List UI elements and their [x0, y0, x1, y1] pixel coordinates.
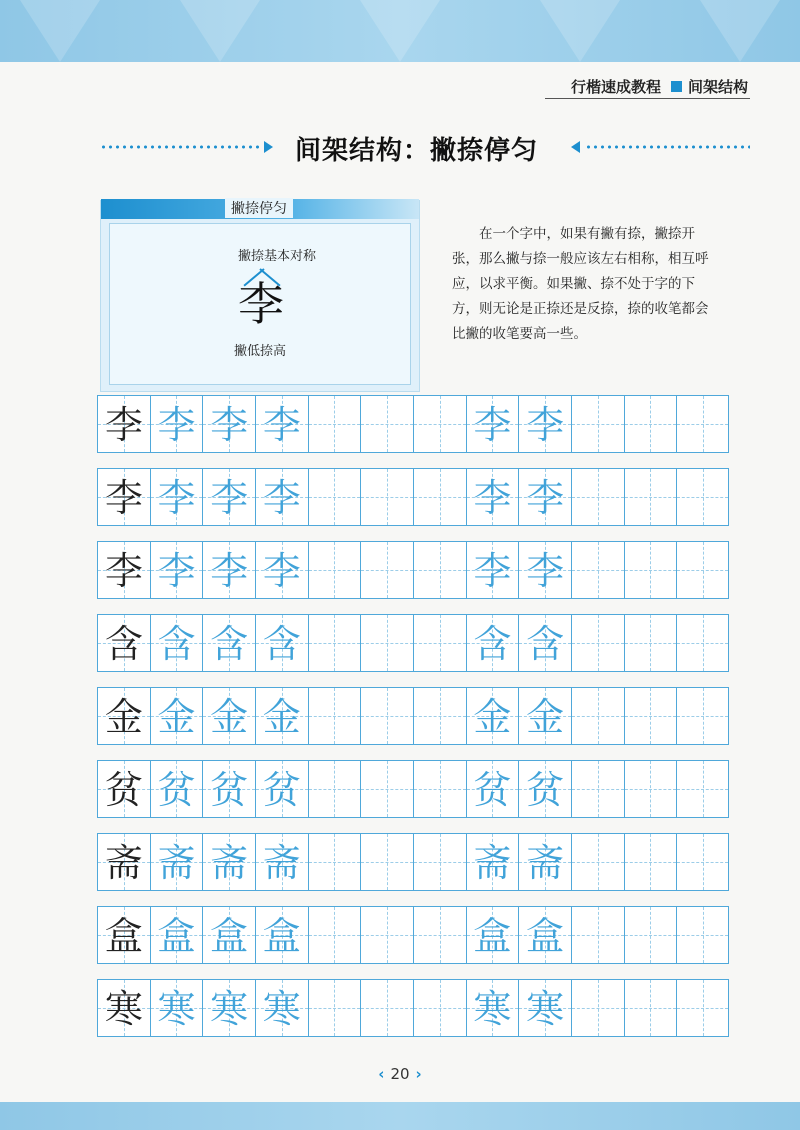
empty-practice-cell [413, 614, 466, 672]
tracing-character-cell [150, 541, 203, 599]
tracing-character-cell [150, 833, 203, 891]
practice-space [361, 980, 413, 1036]
page-header [571, 76, 748, 97]
practice-space [625, 980, 677, 1036]
empty-practice-cell [624, 468, 677, 526]
tracing-character-cell [466, 395, 519, 453]
tracing-character: 含 [157, 622, 196, 666]
empty-practice-cell [624, 760, 677, 818]
practice-space [572, 980, 624, 1036]
tracing-character: 李 [262, 403, 301, 447]
empty-practice-cell [308, 760, 361, 818]
tracing-character: 李 [157, 403, 196, 447]
bottom-decorative-band [0, 1102, 800, 1130]
tracing-character-cell [150, 687, 203, 745]
arrow-right-icon [264, 141, 273, 153]
tracing-character-cell [466, 687, 519, 745]
tracing-character: 李 [157, 549, 196, 593]
tracing-character: 斋 [473, 841, 512, 885]
practice-space [625, 469, 677, 525]
tracing-character-cell [255, 760, 308, 818]
page-number-value: 20 [390, 1065, 410, 1083]
tracing-character-cell [150, 614, 203, 672]
practice-space [361, 834, 413, 890]
practice-space [572, 615, 624, 671]
empty-practice-cell [308, 395, 361, 453]
empty-practice-cell [413, 760, 466, 818]
tracing-character-cell [466, 614, 519, 672]
tracing-character: 寒 [210, 987, 249, 1031]
empty-practice-cell [308, 906, 361, 964]
tracing-character: 金 [157, 695, 196, 739]
practice-space [677, 688, 728, 744]
example-tab-label: 撇捺停匀 [225, 198, 293, 218]
tracing-character-cell [150, 906, 203, 964]
practice-space [309, 542, 361, 598]
practice-row [97, 614, 729, 672]
tracing-character-cell [255, 906, 308, 964]
tracing-character-cell [255, 541, 308, 599]
tracing-character: 金 [210, 695, 249, 739]
tracing-character-cell [255, 468, 308, 526]
tracing-character: 含 [210, 622, 249, 666]
tracing-character: 斋 [157, 841, 196, 885]
empty-practice-cell [413, 468, 466, 526]
empty-practice-cell [571, 468, 624, 526]
practice-space [625, 834, 677, 890]
empty-practice-cell [308, 979, 361, 1037]
tracing-character: 贫 [210, 768, 249, 812]
tracing-character-cell [202, 687, 255, 745]
tracing-character: 李 [210, 403, 249, 447]
band-pattern [180, 0, 260, 62]
practice-space [414, 469, 466, 525]
tracing-character-cell [150, 760, 203, 818]
tracing-character-cell [518, 614, 571, 672]
empty-practice-cell [571, 979, 624, 1037]
empty-practice-cell [676, 833, 729, 891]
tracing-character: 金 [262, 695, 301, 739]
tracing-character: 金 [526, 695, 565, 739]
example-top-caption: 撇捺基本对称 [238, 249, 317, 264]
practice-space [677, 542, 728, 598]
practice-space [625, 688, 677, 744]
example-tab [101, 199, 419, 219]
practice-space [361, 396, 413, 452]
description-paragraph: 在一个字中，如果有撇有捺，撇捺开张，那么撇与捺一般应该左右相称，相互呼应，以求平衡。如果撇、捺不处于字的下方，则无论是正捺还是反捺，捺的收笔都会比撇的收笔要高一些。 [452, 226, 709, 342]
example-bottom-caption: 撇低捺高 [234, 344, 287, 359]
empty-practice-cell [308, 614, 361, 672]
practice-space [414, 396, 466, 452]
tracing-character-cell [202, 468, 255, 526]
tracing-character: 李 [157, 476, 196, 520]
model-character-cell [97, 687, 150, 745]
practice-space [309, 834, 361, 890]
model-character-cell [97, 614, 150, 672]
empty-practice-cell [571, 614, 624, 672]
practice-space [414, 980, 466, 1036]
header-divider [545, 98, 750, 99]
tracing-character-cell [255, 979, 308, 1037]
tracing-character: 李 [210, 476, 249, 520]
empty-practice-cell [571, 687, 624, 745]
practice-space [625, 615, 677, 671]
practice-space [572, 469, 624, 525]
empty-practice-cell [360, 687, 413, 745]
practice-space [414, 542, 466, 598]
practice-row [97, 687, 729, 745]
example-panel [100, 200, 420, 392]
empty-practice-cell [360, 833, 413, 891]
practice-row [97, 979, 729, 1037]
empty-practice-cell [360, 541, 413, 599]
empty-practice-cell [360, 468, 413, 526]
empty-practice-cell [624, 979, 677, 1037]
dotted-line-right [585, 145, 750, 149]
practice-space [361, 907, 413, 963]
dotted-line-left [100, 145, 260, 149]
empty-practice-cell [413, 906, 466, 964]
empty-practice-cell [413, 979, 466, 1037]
empty-practice-cell [676, 906, 729, 964]
tracing-character-cell [518, 833, 571, 891]
tracing-character: 寒 [262, 987, 301, 1031]
empty-practice-cell [360, 906, 413, 964]
practice-space [361, 469, 413, 525]
empty-practice-cell [624, 833, 677, 891]
empty-practice-cell [624, 906, 677, 964]
tracing-character-cell [518, 687, 571, 745]
tracing-character: 贫 [526, 768, 565, 812]
model-character-cell [97, 760, 150, 818]
practice-space [414, 761, 466, 817]
practice-space [677, 469, 728, 525]
empty-practice-cell [676, 614, 729, 672]
empty-practice-cell [413, 687, 466, 745]
empty-practice-cell [676, 760, 729, 818]
empty-practice-cell [571, 906, 624, 964]
tracing-character-cell [202, 906, 255, 964]
page-right-mark: › [415, 1065, 422, 1083]
tracing-character-cell [255, 395, 308, 453]
empty-practice-cell [360, 395, 413, 453]
tracing-character: 含 [262, 622, 301, 666]
tracing-character-cell [255, 833, 308, 891]
tracing-character-cell [466, 468, 519, 526]
model-character: 含 [104, 622, 143, 666]
model-character: 金 [104, 695, 143, 739]
practice-space [625, 542, 677, 598]
tracing-character: 李 [210, 549, 249, 593]
practice-space [309, 688, 361, 744]
empty-practice-cell [413, 395, 466, 453]
tracing-character: 李 [262, 476, 301, 520]
tracing-character-cell [466, 979, 519, 1037]
practice-space [572, 907, 624, 963]
tracing-character-cell [518, 468, 571, 526]
tracing-character: 寒 [526, 987, 565, 1031]
tracing-character: 贫 [157, 768, 196, 812]
band-pattern [360, 0, 440, 62]
tracing-character: 斋 [210, 841, 249, 885]
band-pattern [700, 0, 780, 62]
tracing-character: 含 [473, 622, 512, 666]
example-character: 李 [238, 277, 284, 331]
practice-row [97, 906, 729, 964]
arrow-left-icon [571, 141, 580, 153]
practice-space [361, 542, 413, 598]
practice-space [414, 907, 466, 963]
practice-space [677, 615, 728, 671]
tracing-character-cell [202, 614, 255, 672]
model-character: 盒 [104, 914, 143, 958]
model-character-cell [97, 906, 150, 964]
top-decorative-band [0, 0, 800, 62]
empty-practice-cell [360, 979, 413, 1037]
tracing-character: 李 [262, 549, 301, 593]
page-title: 间架结构：撇捺停匀 [295, 136, 539, 166]
empty-practice-cell [676, 979, 729, 1037]
model-character: 李 [104, 476, 143, 520]
tracing-character: 李 [526, 549, 565, 593]
practice-space [361, 688, 413, 744]
tracing-character: 金 [473, 695, 512, 739]
tracing-character-cell [518, 979, 571, 1037]
tracing-character-cell [255, 614, 308, 672]
practice-space [309, 615, 361, 671]
tracing-character: 李 [473, 403, 512, 447]
tracing-character-cell [202, 541, 255, 599]
tracing-character-cell [518, 760, 571, 818]
practice-space [361, 615, 413, 671]
practice-space [309, 761, 361, 817]
tracing-character: 斋 [262, 841, 301, 885]
tracing-character-cell [150, 979, 203, 1037]
practice-space [309, 907, 361, 963]
tracing-character-cell [202, 395, 255, 453]
model-character: 李 [104, 403, 143, 447]
empty-practice-cell [624, 687, 677, 745]
practice-row [97, 468, 729, 526]
tracing-character-cell [518, 541, 571, 599]
practice-space [625, 761, 677, 817]
practice-space [572, 761, 624, 817]
title-row [100, 126, 750, 168]
empty-practice-cell [308, 541, 361, 599]
practice-space [309, 980, 361, 1036]
model-character: 贫 [104, 768, 143, 812]
tracing-character: 贫 [262, 768, 301, 812]
model-character-cell [97, 468, 150, 526]
practice-space [572, 542, 624, 598]
practice-space [414, 834, 466, 890]
model-character-cell [97, 833, 150, 891]
empty-practice-cell [308, 468, 361, 526]
tracing-character-cell [202, 833, 255, 891]
empty-practice-cell [676, 541, 729, 599]
section-label: 间架结构 [687, 78, 748, 96]
band-pattern [540, 0, 620, 62]
square-bullet-icon [671, 81, 682, 92]
tracing-character-cell [202, 979, 255, 1037]
practice-grid [97, 395, 729, 1052]
model-character: 斋 [104, 841, 143, 885]
empty-practice-cell [360, 614, 413, 672]
empty-practice-cell [571, 760, 624, 818]
practice-space [677, 907, 728, 963]
practice-space [572, 834, 624, 890]
practice-row [97, 395, 729, 453]
tracing-character: 李 [473, 476, 512, 520]
practice-space [572, 396, 624, 452]
practice-space [414, 615, 466, 671]
tracing-character-cell [518, 906, 571, 964]
tracing-character: 含 [526, 622, 565, 666]
practice-space [625, 907, 677, 963]
tracing-character-cell [466, 760, 519, 818]
empty-practice-cell [413, 541, 466, 599]
practice-row [97, 833, 729, 891]
tracing-character-cell [466, 541, 519, 599]
empty-practice-cell [308, 687, 361, 745]
tracing-character: 寒 [157, 987, 196, 1031]
tracing-character: 贫 [473, 768, 512, 812]
tracing-character-cell [150, 395, 203, 453]
book-title: 行楷速成教程 [570, 78, 661, 96]
practice-space [677, 980, 728, 1036]
tracing-character-cell [150, 468, 203, 526]
empty-practice-cell [624, 614, 677, 672]
empty-practice-cell [676, 687, 729, 745]
tracing-character-cell [466, 833, 519, 891]
tracing-character: 李 [473, 549, 512, 593]
model-character: 寒 [104, 987, 143, 1031]
practice-space [309, 469, 361, 525]
practice-space [677, 834, 728, 890]
empty-practice-cell [676, 395, 729, 453]
practice-space [677, 396, 728, 452]
empty-practice-cell [624, 395, 677, 453]
empty-practice-cell [624, 541, 677, 599]
page-left-mark: ‹ [378, 1065, 385, 1083]
tracing-character: 寒 [473, 987, 512, 1031]
tracing-character-cell [255, 687, 308, 745]
tracing-character-cell [518, 395, 571, 453]
tracing-character: 盒 [157, 914, 196, 958]
tracing-character: 盒 [262, 914, 301, 958]
model-character: 李 [104, 549, 143, 593]
practice-row [97, 760, 729, 818]
model-character-cell [97, 395, 150, 453]
tracing-character: 李 [526, 476, 565, 520]
model-character-cell [97, 541, 150, 599]
practice-space [361, 761, 413, 817]
empty-practice-cell [571, 833, 624, 891]
practice-space [309, 396, 361, 452]
band-pattern [20, 0, 100, 62]
empty-practice-cell [676, 468, 729, 526]
tracing-character-cell [202, 760, 255, 818]
empty-practice-cell [571, 395, 624, 453]
practice-space [625, 396, 677, 452]
example-card [109, 223, 411, 385]
practice-space [414, 688, 466, 744]
empty-practice-cell [360, 760, 413, 818]
tracing-character: 盒 [526, 914, 565, 958]
empty-practice-cell [571, 541, 624, 599]
empty-practice-cell [308, 833, 361, 891]
tracing-character: 斋 [526, 841, 565, 885]
tracing-character: 盒 [473, 914, 512, 958]
model-character-cell [97, 979, 150, 1037]
page-number [0, 1065, 800, 1083]
tracing-character-cell [466, 906, 519, 964]
practice-space [677, 761, 728, 817]
tracing-character: 盒 [210, 914, 249, 958]
practice-row [97, 541, 729, 599]
practice-space [572, 688, 624, 744]
tracing-character: 李 [526, 403, 565, 447]
empty-practice-cell [413, 833, 466, 891]
